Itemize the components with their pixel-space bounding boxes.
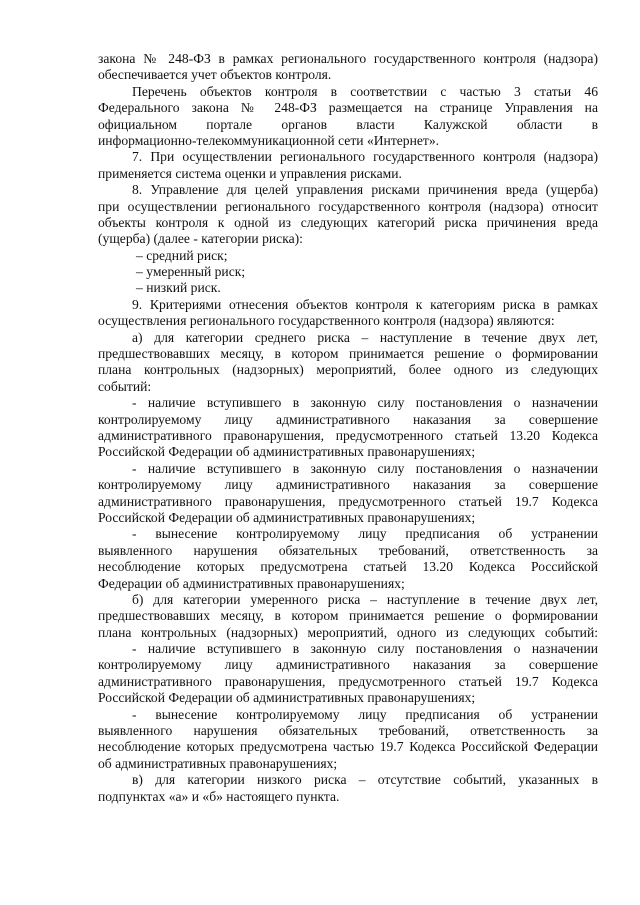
paragraph-start: - наличие вступившего в законную силу постановления о назначении <box>132 395 598 411</box>
list-item: – средний риск; <box>136 247 228 263</box>
text-line: Российской Федерации об административных правонарушениях; <box>98 444 476 460</box>
text-line: (ущерба) (далее - категории риска): <box>98 231 303 247</box>
text-line: выявленного нарушения обязательных требований, ответственность за <box>98 723 598 739</box>
paragraph-start: Перечень объектов контроля в соответствии с частью 3 статьи 46 <box>132 83 598 99</box>
list-item: – низкий риск. <box>136 280 221 296</box>
text-line: при осуществлении регионального государственного контроля (надзора) относит <box>98 198 598 214</box>
text-line: предшествовавших месяцу, в котором принимается решение о формировании <box>98 608 598 624</box>
text-line: обеспечивается учет объектов контроля. <box>98 67 332 83</box>
text-line: Федерального закона № 248-ФЗ размещается на странице Управления на <box>98 100 598 116</box>
text-line: административного правонарушения, предусмотренного статьей 19.7 Кодекса <box>98 493 598 509</box>
text-line: административного правонарушения, предусмотренного статьей 19.7 Кодекса <box>98 673 598 689</box>
text-line: официальном портале органов власти Калужской области в <box>98 116 598 132</box>
paragraph-start: - вынесение контролируемому лицу предписания об устранении <box>132 526 598 542</box>
text-line: административного правонарушения, предусмотренного статьей 13.20 Кодекса <box>98 427 598 443</box>
text-line: Федерации об административных правонарушениях; <box>98 575 405 591</box>
list-item: – умеренный риск; <box>136 264 246 280</box>
paragraph-start: 8. Управление для целей управления рисками причинения вреда (ущерба) <box>132 182 598 198</box>
text-line: Российской Федерации об административных правонарушениях; <box>98 509 476 525</box>
paragraph-start: - вынесение контролируемому лицу предписания об устранении <box>132 706 598 722</box>
text-line: об административных правонарушениях; <box>98 755 338 771</box>
text-line: выявленного нарушения обязательных требований, ответственность за <box>98 542 598 558</box>
paragraph-start: - наличие вступившего в законную силу постановления о назначении <box>132 460 598 476</box>
paragraph-start: - наличие вступившего в законную силу постановления о назначении <box>132 641 598 657</box>
text-line: несоблюдение которых предусмотрена частью 19.7 Кодекса Российской Федерации <box>98 739 598 755</box>
text-line: контролируемому лицу административного наказания за совершение <box>98 477 598 493</box>
text-line: плана контрольных (надзорных) мероприятий, более одного из следующих <box>98 362 598 378</box>
text-line: закона № 248-ФЗ в рамках регионального государственного контроля (надзора) <box>98 51 598 66</box>
text-line: объекты контроля к одной из следующих категорий риска причинения вреда <box>98 214 598 230</box>
text-line: подпунктах «а» и «б» настоящего пункта. <box>98 788 340 804</box>
document-page <box>98 51 598 805</box>
text-line: Российской Федерации об административных правонарушениях; <box>98 690 476 706</box>
paragraph-start: 7. При осуществлении регионального государственного контроля (надзора) <box>132 149 598 165</box>
text-line: событий: <box>98 378 152 394</box>
text-line: плана контрольных (надзорных) мероприятий, одного из следующих событий: <box>98 624 598 640</box>
text-line: применяется система оценки и управления рисками. <box>98 165 402 181</box>
paragraph-start: б) для категории умеренного риска – наступление в течение двух лет, <box>132 591 598 607</box>
paragraph-start: в) для категории низкого риска – отсутствие событий, указанных в <box>132 772 598 788</box>
text-line: предшествовавших месяцу, в котором принимается решение о формировании <box>98 346 598 362</box>
text-line: информационно-телекоммуникационной сети «Интернет». <box>98 132 440 148</box>
paragraph-start: 9. Критериями отнесения объектов контроля к категориям риска в рамках <box>132 296 598 312</box>
text-line: контролируемому лицу административного наказания за совершение <box>98 657 598 673</box>
text-line: осуществления регионального государственного контроля (надзора) являются: <box>98 313 555 329</box>
text-line: несоблюдение которых предусмотрена статьей 13.20 Кодекса Российской <box>98 559 598 575</box>
text-line: контролируемому лицу административного наказания за совершение <box>98 411 598 427</box>
paragraph-start: а) для категории среднего риска – наступление в течение двух лет, <box>132 329 598 345</box>
